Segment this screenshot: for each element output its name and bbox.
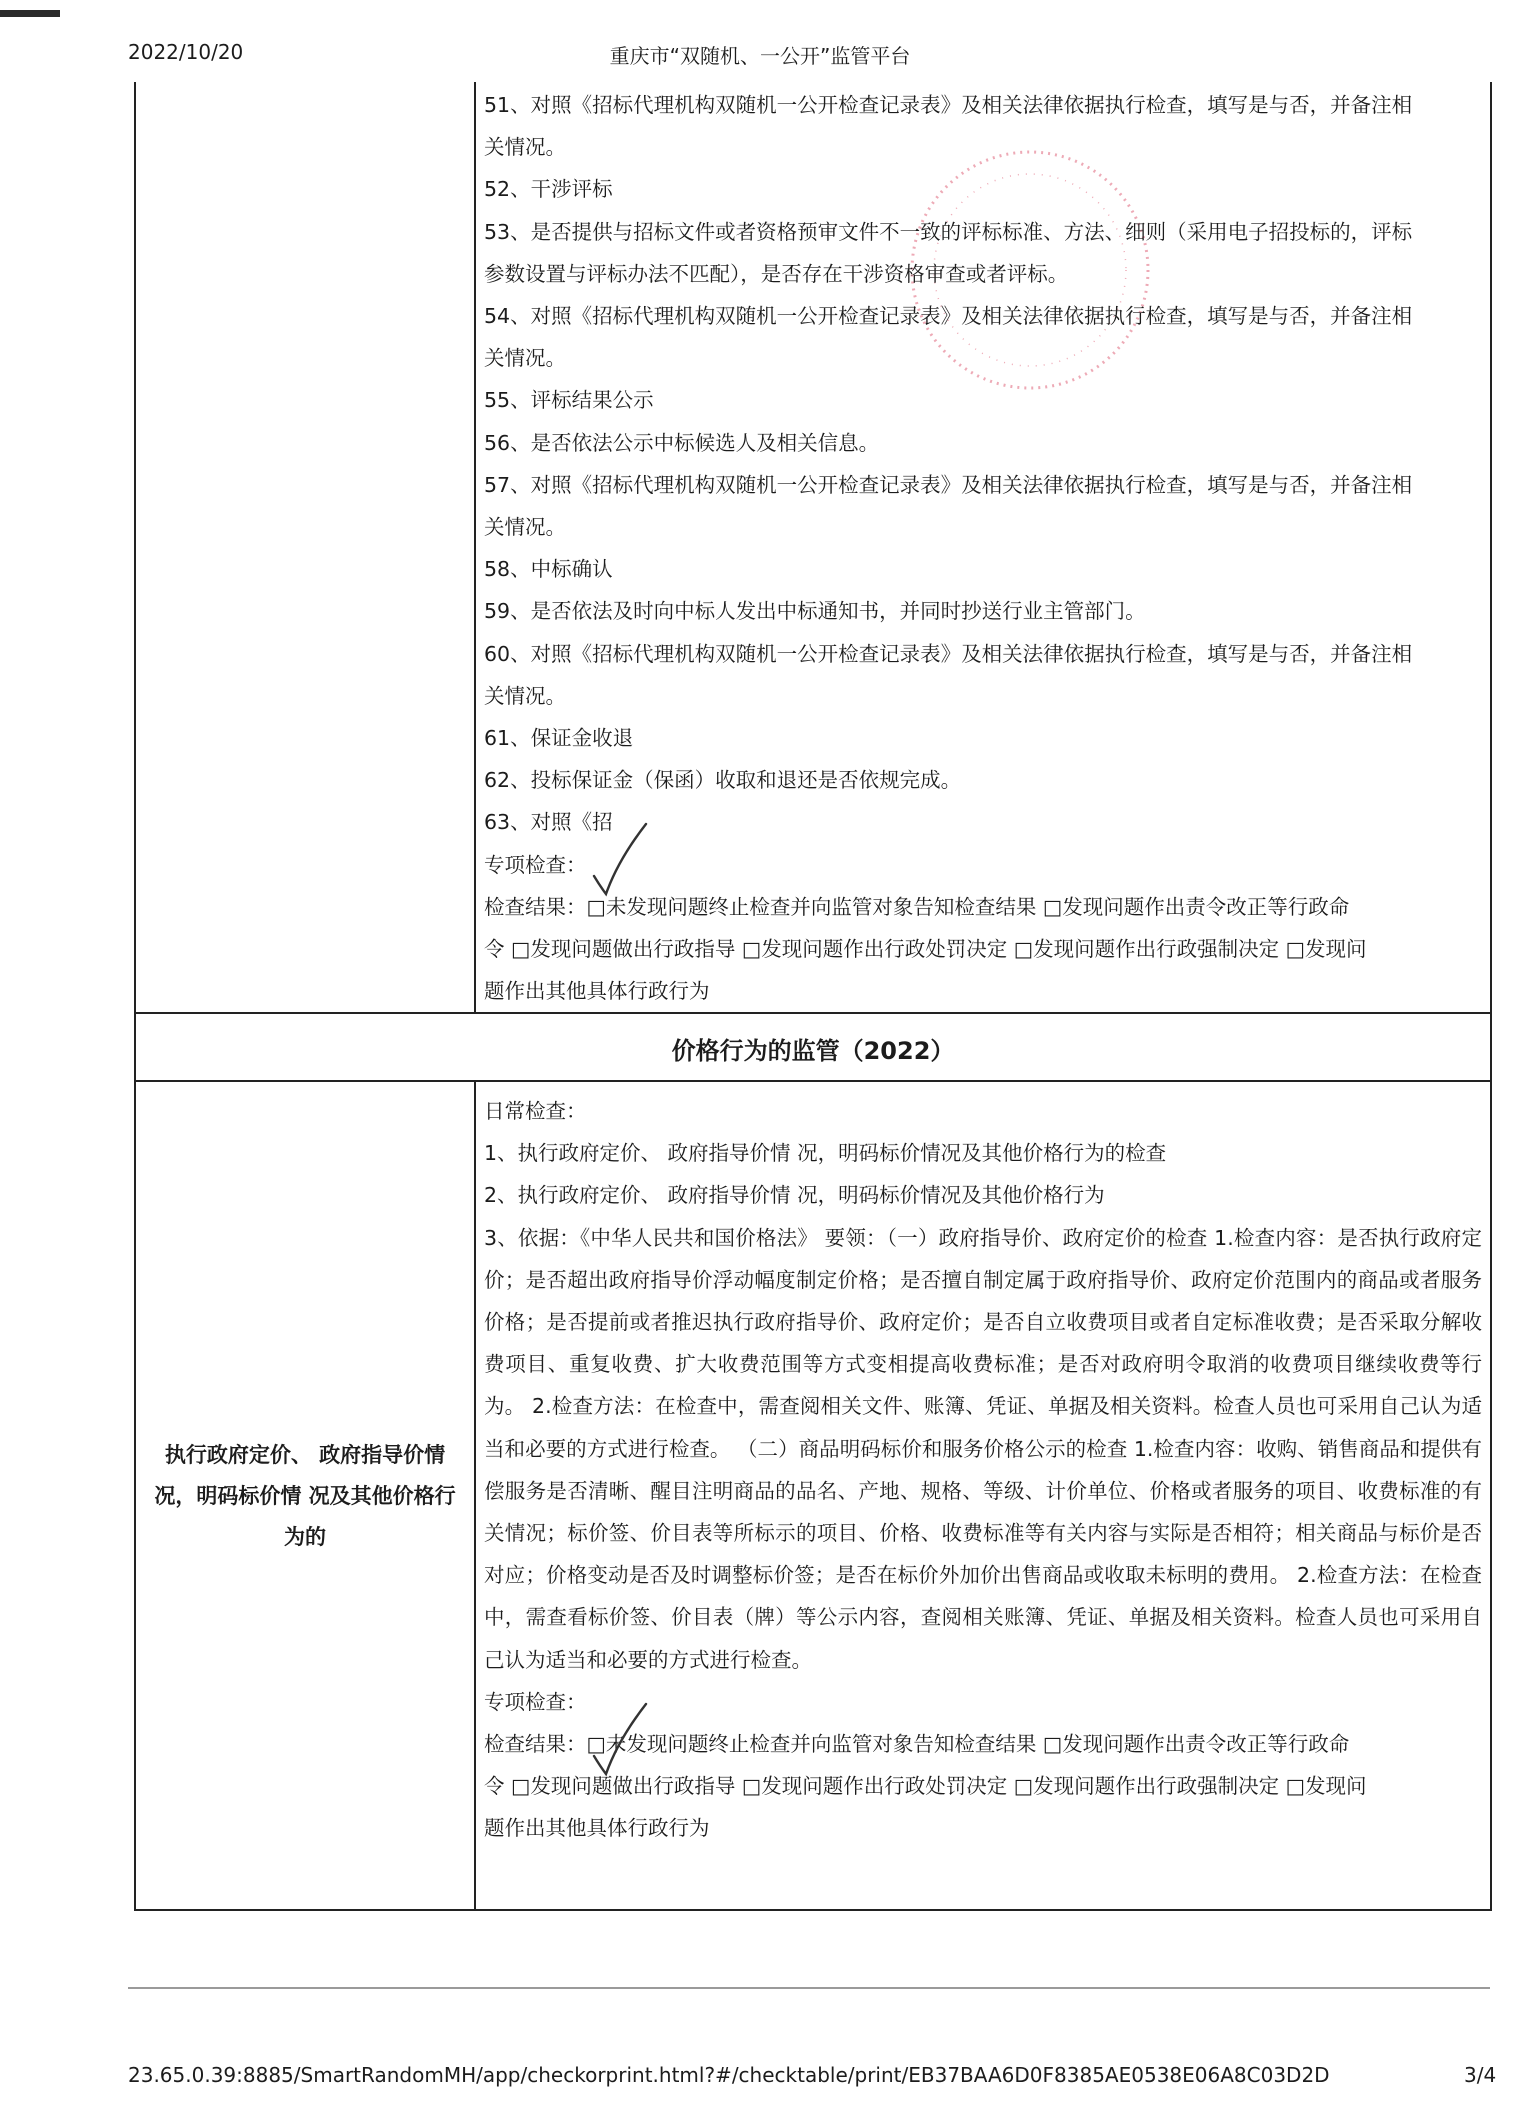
inspection-line: 59、是否依法及时向中标人发出中标通知书，并同时抄送行业主管部门。 — [484, 599, 1146, 624]
inspection-line: 55、评标结果公示 — [484, 388, 654, 413]
inspection-line: 令 □发现问题做出行政指导 □发现问题作出行政处罚决定 □发现问题作出行政强制决定 □发现问 — [484, 937, 1367, 962]
footer-divider — [128, 1987, 1490, 1989]
inspection-items-cell — [484, 84, 1482, 1012]
inspection-line: 54、对照《招标代理机构双随机一公开检查记录表》及相关法律依据执行检查，填写是与否，并备注相 — [484, 304, 1413, 329]
check-item-3-basis: 3、依据：《中华人民共和国价格法》 要领：（一）政府指导价、政府定价的检查 1.检查内容：是否执行政府定价；是否超出政府指导价浮动幅度制定价格；是否擅自制定属于政府指导价、政府定价范围内的商品或者服务价格；是否提前或者推迟执行政府指导价、政府定价；是否自立收费项目或者自定标准收费；是否采取分解收费项目、重复收费、扩大收费范围等方式变相提高收费标准；是否对政府明令取消的收费项目继续收费等行为。 2.检查方法：在检查中，需查阅相关文件、账簿、凭证、单据及相关资料。检查人员也可采用自己认为适当和必要的方式进行检查。 （二）商品明码标价和服务价格公示的检查 1.检查内容：收购、销售商品和提供有偿服务是否清晰、醒目注明商品的品名、产地、规格、等级、计价单位、价格或者服务的项目、收费标准的有关情况；标价签、价目表等所标示的项目、价格、收费标准等有关内容与实际是否相符；相关商品与标价是否对应；价格变动是否及时调整标价签；是否在标价外加价出售商品或收取未标明的费用。 2.检查方法：在检查中，需查看标价签、价目表（牌）等公示内容，查阅相关账簿、凭证、单据及相关资料。检查人员也可采用自己认为适当和必要的方式进行检查。 — [484, 1225, 1482, 1672]
inspection-line: 专项检查： — [484, 852, 587, 877]
check-result-block — [484, 1723, 1482, 1850]
print-date: 2022/10/20 — [128, 40, 244, 64]
inspection-content-cell — [484, 1090, 1482, 1850]
inspection-line: 61、保证金收退 — [484, 726, 634, 751]
inspection-line: 60、对照《招标代理机构双随机一公开检查记录表》及相关法律依据执行检查，填写是与否，并备注相 — [484, 641, 1413, 666]
special-check-label: 专项检查： — [484, 1689, 587, 1714]
inspection-item-label-text: 执行政府定价、 政府指导价情况，明码标价情 况及其他价格行为的 — [154, 1443, 456, 1549]
inspection-line: 57、对照《招标代理机构双随机一公开检查记录表》及相关法律依据执行检查，填写是与否，并备注相 — [484, 472, 1413, 497]
inspection-line: 51、对照《招标代理机构双随机一公开检查记录表》及相关法律依据执行检查，填写是与否，并备注相 — [484, 93, 1413, 117]
inspection-line: 关情况。 — [484, 346, 566, 371]
daily-check-heading: 日常检查： — [484, 1099, 587, 1123]
check-item-2: 2、执行政府定价、 政府指导价情 况，明码标价情况及其他价格行为 — [484, 1183, 1105, 1208]
inspection-line: 关情况。 — [484, 135, 566, 160]
platform-title: 重庆市“双随机、一公开”监管平台 — [609, 44, 911, 68]
inspection-line: 52、干涉评标 — [484, 177, 613, 202]
inspection-line: 58、中标确认 — [484, 557, 613, 582]
section-heading: 价格行为的监管（2022） — [671, 1036, 955, 1065]
check-result-line: 令 □发现问题做出行政指导 □发现问题作出行政处罚决定 □发现问题作出行政强制决定 □发现问 — [484, 1774, 1367, 1799]
page-number: 3/4 — [1464, 2063, 1497, 2087]
check-item-1: 1、执行政府定价、 政府指导价情 况，明码标价情况及其他价格行为的检查 — [484, 1141, 1167, 1166]
inspection-line: 关情况。 — [484, 515, 566, 540]
inspection-line: 关情况。 — [484, 683, 566, 708]
inspection-line: 题作出其他具体行政行为 — [484, 979, 710, 1004]
column-divider-lower — [474, 1082, 476, 1911]
inspection-line: 53、是否提供与招标文件或者资格预审文件不一致的评标标准、方法、细则（采用电子招投标的，评标 — [484, 219, 1413, 244]
inspection-line: 检查结果：□未发现问题终止检查并向监管对象告知检查结果 □发现问题作出责令改正等行政命 — [484, 894, 1350, 919]
inspection-item-label — [136, 1082, 474, 1911]
inspection-line: 62、投标保证金（保函）收取和退还是否依规完成。 — [484, 768, 962, 793]
column-divider-upper — [474, 82, 476, 1012]
check-result-line: 检查结果：□未发现问题终止检查并向监管对象告知检查结果 □发现问题作出责令改正等行政命 — [484, 1732, 1350, 1757]
inspection-table — [134, 82, 1492, 1911]
footer-url: 23.65.0.39:8885/SmartRandomMH/app/checkorprint.html?#/checktable/print/EB37BAA6D0F8385AE0538E06A8C03D2D — [128, 2063, 1330, 2087]
inspection-line: 56、是否依法公示中标候选人及相关信息。 — [484, 430, 880, 455]
check-result-line: 题作出其他具体行政行为 — [484, 1816, 710, 1841]
inspection-line: 63、对照《招 — [484, 810, 613, 835]
inspection-line: 参数设置与评标办法不匹配），是否存在干涉资格审查或者评标。 — [484, 261, 1069, 286]
scan-corner-mark — [0, 10, 60, 17]
